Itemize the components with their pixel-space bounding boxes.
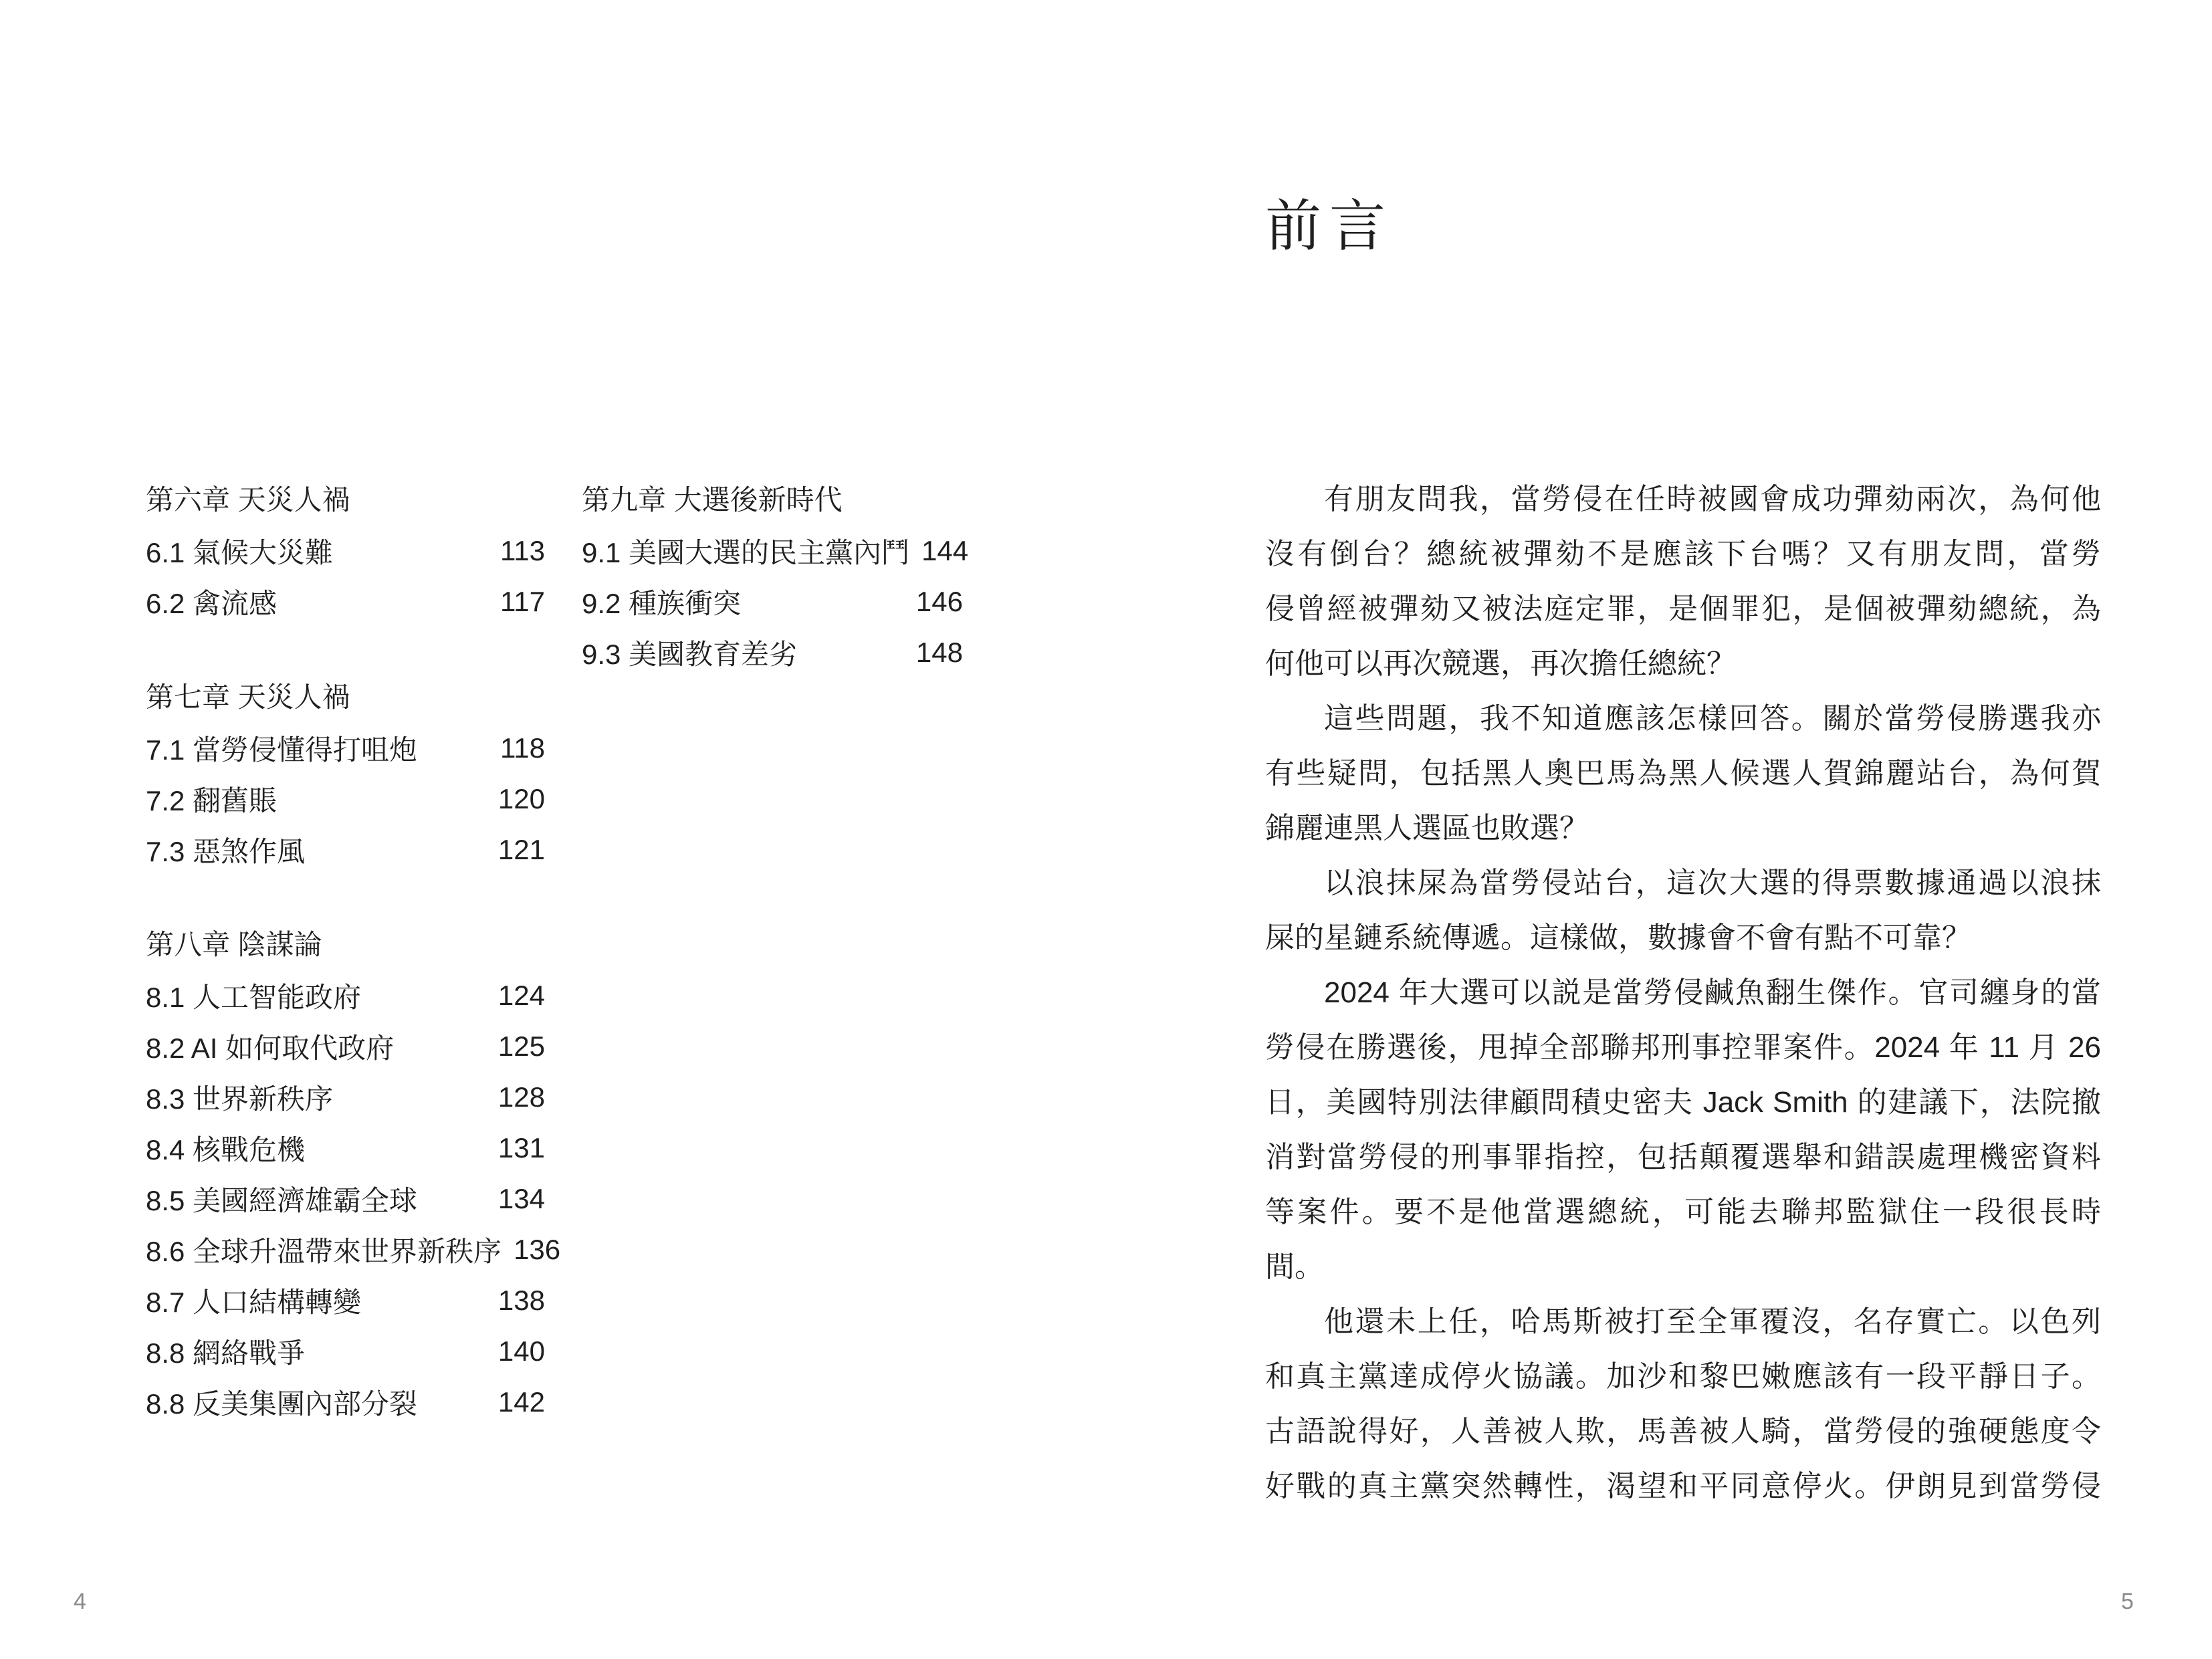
toc-item — [146, 1174, 545, 1224]
toc-item-page: 125 — [497, 1030, 545, 1062]
body-line: 何他可以再次競選，再次擔任總統？ — [1265, 647, 1736, 680]
body-line: 古語說得好，人善被人欺，馬善被人騎，當勞侵的強硬態度令 — [1265, 1415, 2101, 1448]
toc-item-page: 134 — [497, 1183, 545, 1214]
toc-item-page: 136 — [514, 1234, 561, 1265]
toc-item-page: 138 — [497, 1285, 545, 1316]
toc-item-page: 148 — [915, 637, 963, 668]
toc-item-label: 8.6 全球升溫帶來世界新秩序 — [146, 1236, 502, 1267]
body-line: 2024 年大選可以説是當勞侵鹹魚翻生傑作。官司纏身的當 — [1324, 976, 2101, 1009]
toc-item-page: 131 — [497, 1132, 545, 1164]
toc-item-page: 128 — [497, 1081, 545, 1113]
body-line: 這些問題，我不知道應該怎樣回答。關於當勞侵勝選我亦 — [1324, 702, 2101, 735]
toc-item — [146, 1275, 545, 1326]
toc-item-label: 9.1 美國大選的民主黨內鬥 — [582, 537, 910, 568]
toc-chapter-header: 第六章 天災人禍 — [146, 484, 350, 516]
page-number-left: 4 — [74, 1589, 86, 1614]
page-title: 前言 — [1265, 195, 1394, 257]
toc-item — [146, 526, 545, 576]
toc-item — [582, 627, 963, 678]
toc-item — [146, 774, 545, 824]
toc-item-page: 146 — [915, 586, 963, 617]
body-line: 沒有倒台？總統被彈劾不是應該下台嗎？又有朋友問，當勞 — [1265, 538, 2101, 570]
toc-item-label: 7.1 當勞侵懂得打咀炮 — [146, 734, 418, 766]
body-line: 有朋友問我，當勞侵在任時被國會成功彈劾兩次，為何他 — [1324, 483, 2101, 516]
toc-item-page: 140 — [497, 1335, 545, 1367]
preface-body — [1265, 472, 2101, 1514]
body-line: 勞侵在勝選後，甩掉全部聯邦刑事控罪案件。2024 年 11 月 26 — [1265, 1031, 2101, 1064]
toc-item-label: 6.1 氣候大災難 — [146, 537, 334, 568]
toc-item-label: 9.2 種族衝突 — [582, 588, 742, 619]
body-line: 好戰的真主黨突然轉性，渴望和平同意停火。伊朗見到當勞侵 — [1265, 1470, 2101, 1503]
page-number-right: 5 — [2121, 1589, 2134, 1614]
toc-item-page: 121 — [497, 834, 545, 865]
toc-item-label: 8.7 人口結構轉變 — [146, 1287, 362, 1318]
toc-chapter-block — [146, 919, 561, 1428]
toc-chapter-block — [146, 672, 545, 875]
toc-item-label: 8.5 美國經濟雄霸全球 — [146, 1185, 418, 1216]
toc-item-label: 8.8 反美集團內部分裂 — [146, 1388, 418, 1420]
toc-item — [146, 1123, 545, 1174]
toc-item-page: 144 — [921, 535, 969, 566]
toc-chapter-header: 第八章 陰謀論 — [146, 929, 322, 960]
body-line: 等案件。要不是他當選總統，可能去聯邦監獄住一段很長時 — [1265, 1196, 2101, 1228]
toc-item — [146, 1377, 545, 1428]
toc-item-label: 6.2 禽流感 — [146, 588, 278, 619]
toc-item — [146, 1224, 561, 1275]
toc-item-label: 9.3 美國教育差劣 — [582, 639, 798, 670]
body-line: 他還未上任，哈馬斯被打至全軍覆沒，名存實亡。以色列 — [1324, 1305, 2101, 1338]
body-line: 間。 — [1265, 1250, 1324, 1283]
toc-item — [146, 1021, 545, 1072]
toc-item — [582, 576, 963, 627]
toc-item-label: 8.3 世界新秩序 — [146, 1083, 334, 1115]
toc-item-label: 7.3 惡煞作風 — [146, 836, 306, 867]
toc-item-label: 8.1 人工智能政府 — [146, 982, 362, 1013]
body-line: 錦麗連黑人選區也敗選？ — [1265, 812, 1589, 845]
toc-chapter-header: 第九章 大選後新時代 — [582, 484, 843, 516]
toc-item-label: 8.2 AI 如何取代政府 — [146, 1032, 395, 1064]
body-line: 消對當勞侵的刑事罪指控，包括顛覆選舉和錯誤處理機密資料 — [1265, 1141, 2101, 1174]
body-line: 有些疑問，包括黑人奧巴馬為黑人候選人賀錦麗站台，為何賀 — [1265, 757, 2101, 790]
toc-item — [146, 1072, 545, 1123]
body-line: 侵曾經被彈劾又被法庭定罪，是個罪犯，是個被彈劾總統，為 — [1265, 592, 2101, 625]
toc-item — [146, 970, 545, 1021]
toc-chapter-header: 第七章 天災人禍 — [146, 681, 350, 713]
body-line: 以浪抹屎為當勞侵站台，這次大選的得票數據通過以浪抹 — [1324, 867, 2101, 899]
toc-item-page: 120 — [497, 783, 545, 814]
toc-item — [146, 576, 545, 627]
toc-item-page: 142 — [497, 1386, 545, 1418]
toc-item-label: 8.4 核戰危機 — [146, 1134, 306, 1166]
toc-item-label: 8.8 網絡戰爭 — [146, 1337, 306, 1369]
body-line: 屎的星鏈系統傳遞。這樣做，數據會不會有點不可靠？ — [1265, 921, 1971, 954]
toc-chapter-block — [582, 475, 969, 678]
toc-item — [582, 526, 969, 576]
toc-item-page: 113 — [500, 535, 545, 566]
toc-item — [146, 723, 545, 774]
toc-item — [146, 1326, 545, 1377]
toc-item-page: 117 — [500, 586, 545, 617]
body-line: 日，美國特別法律顧問積史密夫 Jack Smith 的建議下，法院撤 — [1265, 1086, 2101, 1119]
toc-item-page: 118 — [500, 732, 545, 764]
toc-chapter-block — [146, 475, 545, 627]
toc-item-label: 7.2 翻舊賬 — [146, 785, 278, 816]
toc-item — [146, 824, 545, 875]
body-line: 和真主黨達成停火協議。加沙和黎巴嫩應該有一段平靜日子。 — [1265, 1360, 2101, 1393]
toc-item-page: 124 — [497, 980, 545, 1011]
